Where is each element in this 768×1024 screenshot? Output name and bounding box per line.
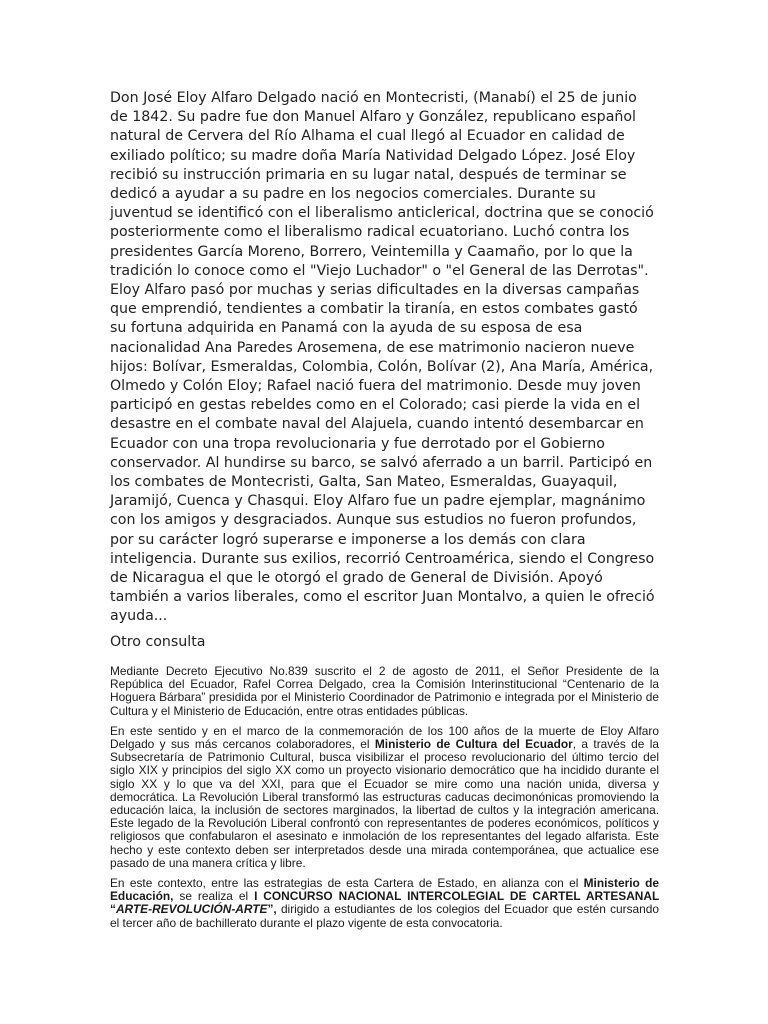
context-text-start: En este sentido y en el marco de la conmemoración de los 100 años de la muerte de Eloy Alfaro Delgado y sus más cercanos colaboradores, el	[110, 723, 659, 752]
quote-open: “	[110, 902, 116, 917]
contest-text-mid: se realiza el	[173, 889, 255, 904]
ministry-education-name: Ministerio de Educación,	[110, 876, 659, 904]
biography-paragraph: Don José Eloy Alfaro Delgado nació en Montecristi, (Manabí) el 25 de junio de 1842. Su padre fue don Manuel Alfaro y González, republicano español natural de Cervera del Río Alhama el cual llegó al Ecuador en calidad de exiliado político; su madre doña María Natividad Delgado López. José Eloy recibió su instrucción primaria en su lugar natal, después de terminar se dedicó a ayudar a su padre en los negocios comerciales. Durante su juventud se identificó con el liberalismo anticlerical, doctrina que se conoció posteriormente como el liberalismo radical ecuatoriano. Luchó contra los presidentes García Moreno, Borrero, Veintemilla y Caamaño, por lo que la tradición lo conoce como el "Viejo Luchador" o "el General de las Derrotas". Eloy Alfaro pasó por muchas y serias dificultades en la diversas campañas que emprendió, tendientes a combatir la tiranía, en estos combates gastó su fortuna adquirida en Panamá con la ayuda de su esposa de esa nacionalidad Ana Paredes Arosemena, de ese matrimonio nacieron nueve hijos: Bolívar, Esmeraldas, Colombia, Colón, Bolívar (2), Ana María, América, Olmedo y Colón Eloy; Rafael nació fuera del matrimonio. Desde muy joven participó en gestas rebeldes como en el Colorado; casi pierde la vida en el desastre en el combate naval del Alajuela, cuando intentó desembarcar en Ecuador con una tropa revolucionaria y fue derrotado por el Gobierno conservador. Al hundirse su barco, se salvó aferrado a un barril. Participó en los combates de Montecristi, Galta, San Mateo, Esmeraldas, Guayaquil, Jaramijó, Cuenca y Chasqui. Eloy Alfaro fue un padre ejemplar, magnánimo con los amigos y desgraciados. Aunque sus estudios no fueron profundos, por su carácter logró superarse e imponerse a los demás con clara inteligencia. Durante sus exilios, recorrió Centroamérica, siendo el Congreso de Nicaragua el que le otorgó el grado de General de División. Apoyó también a varios liberales, como el escritor Juan Montalvo, a quien le ofreció ayuda...	[110, 90, 655, 625]
contest-text-start: En este contexto, entre las estrategias de esta Cartera de Estado, en alianza con el	[110, 876, 584, 891]
contest-name: I CONCURSO NACIONAL INTERCOLEGIAL DE CARTEL ARTESANAL	[254, 889, 660, 904]
ministry-culture-name: Ministerio de Cultura del Ecuador	[374, 737, 573, 752]
embedded-document-excerpt	[110, 665, 659, 937]
context-text-end: , a través de la Subsecretaría de Patrimonio Cultural, busca visibilizar el proceso revolucionario del último tercio del siglo XIX y principios del siglo XX como un proyecto visionario democrático que ha incidido durante el siglo XX y lo que va del XXI, para que el Ecuador se mire como una nación unida, diversa y democrática. La Revolución Liberal transformó las estructuras caducas decimonónicas promoviendo la educación laica, la inclusión de sectores marginados, la libertad de cultos y la integración americana. Este legado de la Revolución Liberal confrontó con representantes de poderes económicos, políticos y religiosos que confabularon el asesinato e inmolación de los representantes del legado alfarista. Este hecho y este contexto deben ser interpretados desde una mirada contemporánea, que actualice ese pasado de una manera crítica y libre.	[110, 737, 659, 870]
contest-slogan: ARTE-REVOLUCIÓN-ARTE	[115, 902, 268, 917]
quote-close: ”,	[267, 902, 277, 917]
context-paragraph	[110, 725, 659, 870]
decree-paragraph: Mediante Decreto Ejecutivo No.839 suscrito el 2 de agosto de 2011, el Señor Presidente de la República del Ecuador, Rafel Correa Delgado, crea la Comisión Interinstitucional “Centenario de la Hoguera Bárbara” presidida por el Ministerio Coordinador de Patrimonio e integrada por el Ministerio de Cultura y el Ministerio de Educación, entre otras entidades públicas.	[110, 664, 659, 718]
contest-paragraph	[110, 877, 659, 930]
contest-text-end: dirigido a estudiantes de los colegios del Ecuador que estén cursando el tercer año de bachillerato durante el plazo vigente de esta convocatoria.	[110, 902, 659, 930]
other-consulta-heading: Otro consulta	[110, 634, 206, 650]
